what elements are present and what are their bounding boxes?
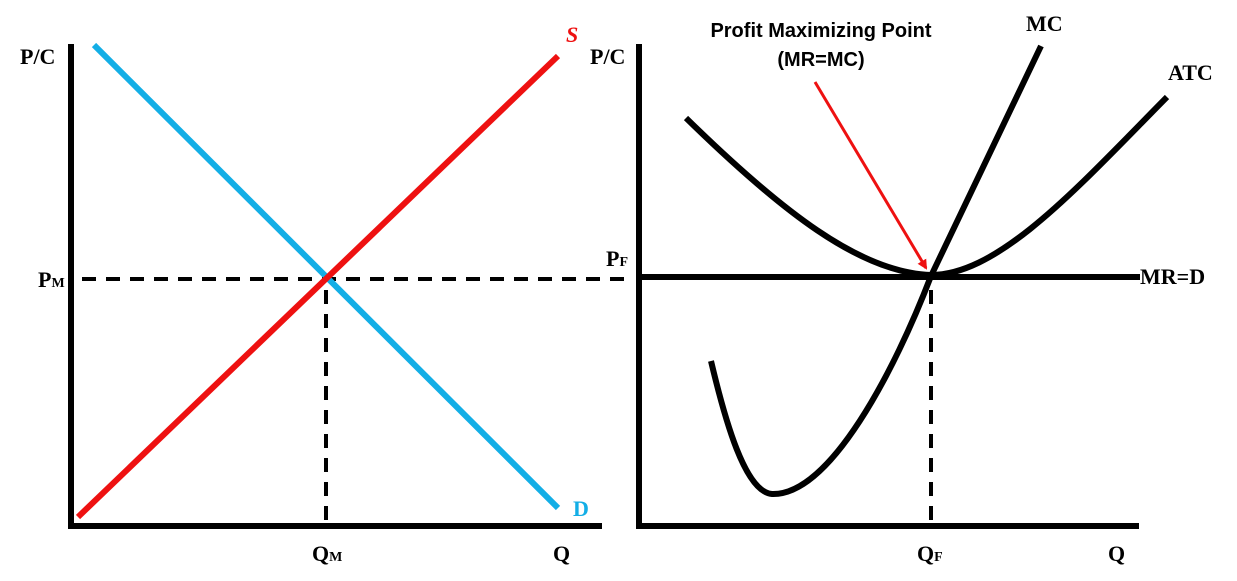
mc-curve (711, 46, 1041, 494)
market-y-axis-label: P/C (20, 44, 56, 69)
market-quantity-label: QM (312, 541, 343, 566)
mc-label: MC (1026, 11, 1063, 36)
mr-demand-label: MR=D (1140, 264, 1206, 289)
firm-graph (590, 11, 1213, 566)
market-price-label: PM (38, 267, 65, 292)
atc-label: ATC (1168, 60, 1213, 85)
supply-curve (78, 56, 558, 517)
supply-label: S (566, 22, 579, 47)
firm-price-label: PF (606, 246, 629, 271)
atc-curve (686, 97, 1167, 275)
firm-x-axis-label: Q (1108, 541, 1126, 566)
firm-quantity-label: QF (917, 541, 943, 566)
profit-max-annotation-title: Profit Maximizing Point (710, 20, 932, 42)
market-graph (20, 22, 630, 566)
profit-max-annotation-subtitle: (MR=MC) (777, 49, 865, 71)
demand-label: D (573, 496, 589, 521)
market-x-axis-label: Q (553, 541, 571, 566)
firm-y-axis-label: P/C (590, 44, 626, 69)
